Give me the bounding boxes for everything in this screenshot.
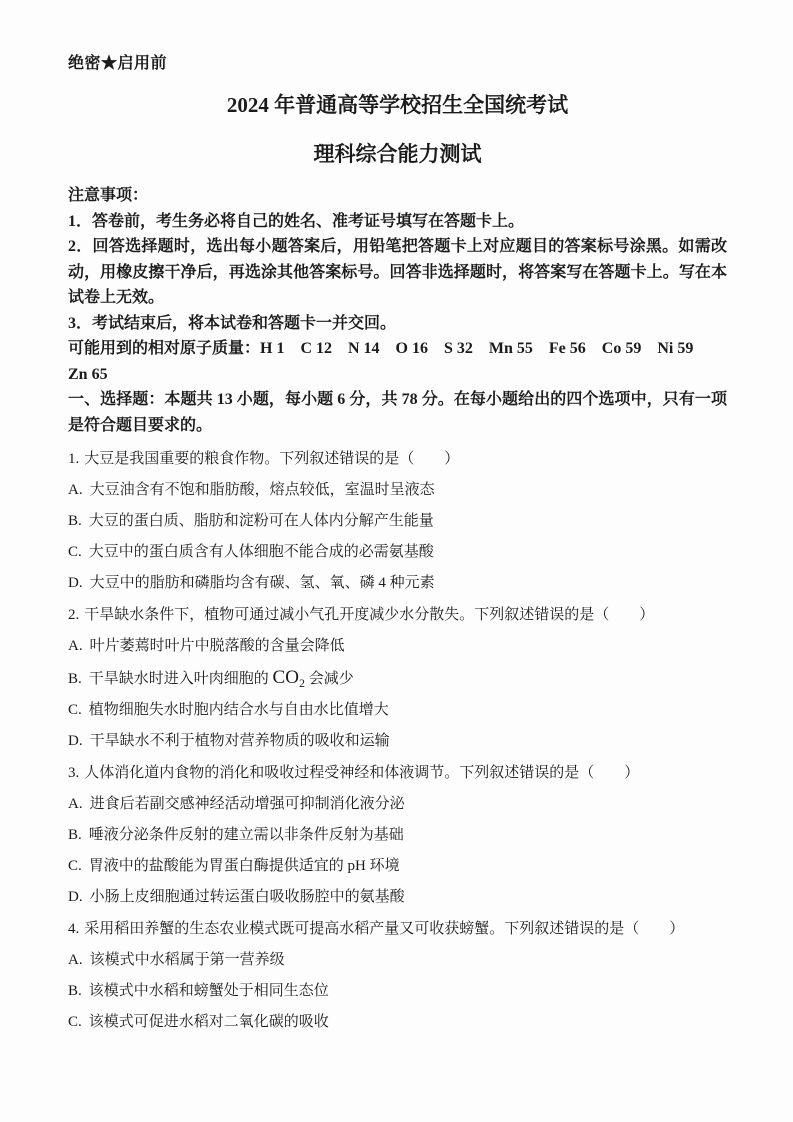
question-1-option-b — [68, 511, 727, 532]
option-label: A. — [68, 796, 83, 812]
atomic-masses-line-1: 可能用到的相对原子质量：H 1 C 12 N 14 O 16 S 32 Mn 55 Fe 56 Co 59 Ni 59 — [68, 340, 694, 357]
question-3-option-a — [68, 794, 727, 815]
option-text-pre: 干旱缺水时进入叶肉细胞的 — [88, 671, 273, 687]
option-label: A. — [68, 952, 83, 968]
option-label: B. — [68, 983, 82, 999]
atomic-masses-line-2: Zn 65 — [68, 365, 108, 383]
question-1-option-d — [68, 573, 727, 594]
option-text: 唾液分泌条件反射的建立需以非条件反射为基础 — [88, 827, 404, 843]
co2-formula-subscript: 2 — [298, 676, 305, 690]
notice-item-1: 1．答卷前，考生务必将自己的姓名、准考证号填写在答题卡上。 — [68, 212, 525, 230]
option-text: 大豆油含有不饱和脂肪酸，熔点较低，室温时呈液态 — [89, 482, 435, 498]
option-text: 大豆中的脂肪和磷脂均含有碳、氢、氧、磷 4 种元素 — [89, 575, 435, 591]
option-text: 该模式中水稻和螃蟹处于相同生态位 — [88, 983, 329, 999]
question-4 — [68, 919, 727, 1033]
co2-formula: CO — [272, 667, 299, 688]
option-label: C. — [68, 1014, 82, 1030]
option-text: 该模式可促进水稻对二氧化碳的吸收 — [88, 1014, 329, 1030]
question-4-option-c — [68, 1012, 727, 1033]
question-2-option-a — [68, 636, 727, 657]
question-1-stem — [68, 449, 727, 470]
question-3-option-b — [68, 825, 727, 846]
option-label: A. — [68, 638, 83, 654]
option-text: 植物细胞失水时胞内结合水与自由水比值增大 — [88, 702, 389, 718]
question-number: 3. — [68, 765, 80, 781]
question-1-option-a — [68, 480, 727, 501]
option-label: C. — [68, 702, 82, 718]
question-4-option-a — [68, 950, 727, 971]
question-1 — [68, 449, 727, 594]
option-label: C. — [68, 858, 82, 874]
question-number: 1. — [68, 451, 80, 467]
question-2 — [68, 605, 727, 752]
option-label: D. — [68, 575, 83, 591]
option-label: C. — [68, 544, 82, 560]
option-label: A. — [68, 482, 83, 498]
option-label: B. — [68, 671, 82, 687]
option-text: 该模式中水稻属于第一营养级 — [89, 952, 285, 968]
question-4-stem — [68, 919, 727, 940]
notices-section — [68, 183, 727, 387]
question-text: 人体消化道内食物的消化和吸收过程受神经和体液调节。下列叙述错误的是（ ） — [84, 765, 640, 781]
notice-item-2: 2．回答选择题时，选出每小题答案后，用铅笔把答题卡上对应题目的答案标号涂黑。如需改动，用橡皮擦干净后，再选涂其他答案标号。回答非选择题时，将答案写在答题卡上。写在本试卷上无效。 — [68, 238, 727, 306]
question-2-option-b — [68, 667, 727, 690]
question-3 — [68, 763, 727, 908]
notices-heading: 注意事项： — [68, 187, 149, 204]
option-text: 干旱缺水不利于植物对营养物质的吸收和运输 — [89, 733, 390, 749]
question-2-option-d — [68, 731, 727, 752]
question-2-stem — [68, 605, 727, 626]
question-number: 2. — [68, 607, 80, 623]
section-heading: 一、选择题：本题共 13 小题，每小题 6 分，共 78 分。在每小题给出的四个选项中，只有一项是符合题目要求的。 — [68, 391, 727, 434]
option-label: B. — [68, 513, 82, 529]
question-3-option-d — [68, 887, 727, 908]
option-text-post: 会减少 — [304, 671, 354, 687]
question-number: 4. — [68, 921, 80, 937]
option-label: D. — [68, 889, 83, 905]
exam-title-line1: 2024 年普通高等学校招生全国统考试 — [226, 93, 569, 117]
question-3-option-c — [68, 856, 727, 877]
question-2-option-c — [68, 700, 727, 721]
option-text: 叶片萎蔫时叶片中脱落酸的含量会降低 — [89, 638, 345, 654]
notice-item-3: 3．考试结束后，将本试卷和答题卡一并交回。 — [68, 314, 397, 332]
questions-list — [68, 449, 727, 1033]
question-4-option-b — [68, 981, 727, 1002]
question-1-option-c — [68, 542, 727, 563]
question-text: 大豆是我国重要的粮食作物。下列叙述错误的是（ ） — [84, 451, 460, 467]
question-3-stem — [68, 763, 727, 784]
option-text: 大豆中的蛋白质含有人体细胞不能合成的必需氨基酸 — [88, 544, 434, 560]
exam-title-line2: 理科综合能力测试 — [313, 142, 482, 166]
option-text: 胃液中的盐酸能为胃蛋白酶提供适宜的 pH 环境 — [88, 858, 400, 874]
question-text: 采用稻田养蟹的生态农业模式既可提高水稻产量又可收获螃蟹。下列叙述错误的是（ ） — [84, 921, 685, 937]
option-text: 进食后若副交感神经活动增强可抑制消化液分泌 — [89, 796, 405, 812]
option-text: 小肠上皮细胞通过转运蛋白吸收肠腔中的氨基酸 — [89, 889, 405, 905]
security-classification: 绝密★启用前 — [68, 55, 168, 72]
option-label: B. — [68, 827, 82, 843]
option-text: 大豆的蛋白质、脂肪和淀粉可在人体内分解产生能量 — [88, 513, 434, 529]
question-text: 干旱缺水条件下，植物可通过减小气孔开度减少水分散失。下列叙述错误的是（ ） — [84, 607, 655, 623]
option-label: D. — [68, 733, 83, 749]
